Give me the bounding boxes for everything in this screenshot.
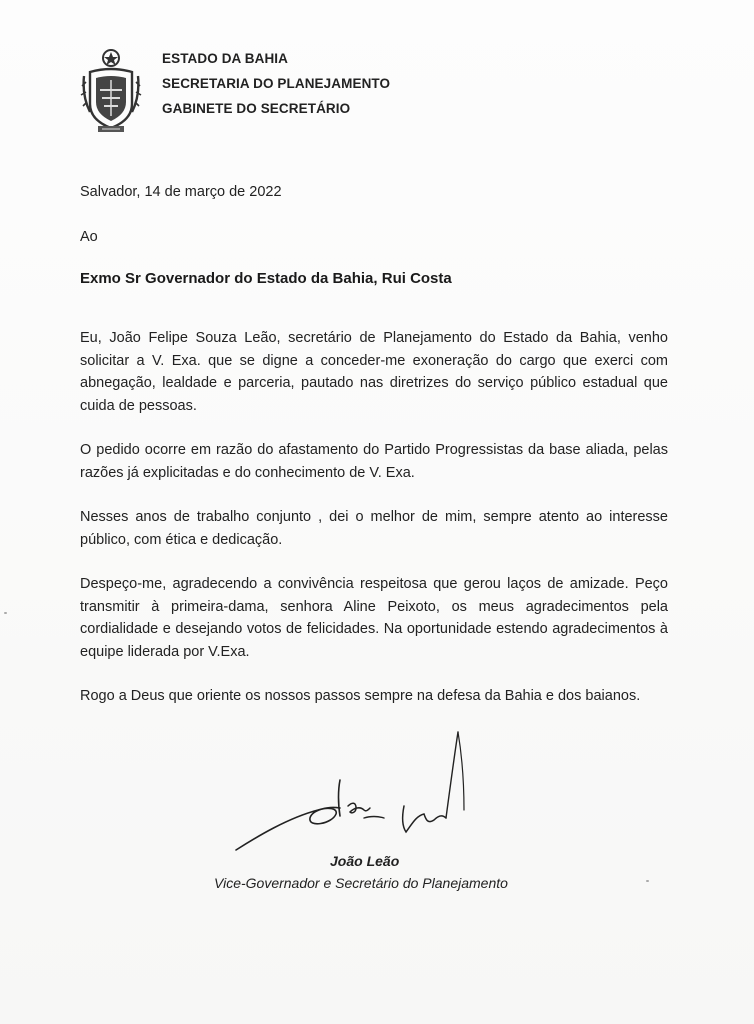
letterhead-secretariat: SECRETARIA DO PLANEJAMENTO <box>162 76 391 91</box>
paragraph-closing: Rogo a Deus que oriente os nossos passos sempre na defesa da Bahia e dos baianos. <box>80 688 641 704</box>
signatory-name: João Leão <box>330 853 400 869</box>
letter-recipient: Exmo Sr Governador do Estado da Bahia, Rui Costa <box>80 270 452 287</box>
paragraph-service: Nesses anos de trabalho conjunto , dei o melhor de mim, sempre atento ao interesse público, com ética e dedicação. <box>80 509 668 548</box>
letter-date: Salvador, 14 de março de 2022 <box>80 184 282 200</box>
bahia-coat-of-arms-icon <box>80 46 142 134</box>
letterhead-text <box>162 46 390 121</box>
paper-speck <box>4 612 7 614</box>
paper-speck <box>646 880 649 882</box>
signatory-role: Vice-Governador e Secretário do Planejamento <box>214 875 508 891</box>
letter-salutation: Ao <box>80 229 98 245</box>
paragraph-request: Eu, João Felipe Souza Leão, secretário de Planejamento do Estado da Bahia, venho solicitar a V. Exa. que se digne a conceder-me exoneração do cargo que exerci com abnegação, lealdade e parceria, pautado nas diretrizes do serviço público estadual que cuida de pessoas. <box>80 330 668 414</box>
handwritten-signature <box>228 728 488 858</box>
letterhead-state: ESTADO DA BAHIA <box>162 51 288 66</box>
paragraph-farewell: Despeço-me, agradecendo a convivência respeitosa que gerou laços de amizade. Peço transmitir à primeira-dama, senhora Aline Peixoto, os meus agradecimentos pela cordialidade e desejando votos de felicidades. Na oportunidade estendo agradecimentos à equipe liderada por V.Exa. <box>80 576 668 660</box>
letter-body <box>80 327 668 730</box>
paragraph-reason: O pedido ocorre em razão do afastamento do Partido Progressistas da base aliada, pelas razões já explicitadas e do conhecimento de V. Exa. <box>80 442 668 481</box>
letterhead <box>80 40 500 140</box>
letterhead-office: GABINETE DO SECRETÁRIO <box>162 101 351 116</box>
